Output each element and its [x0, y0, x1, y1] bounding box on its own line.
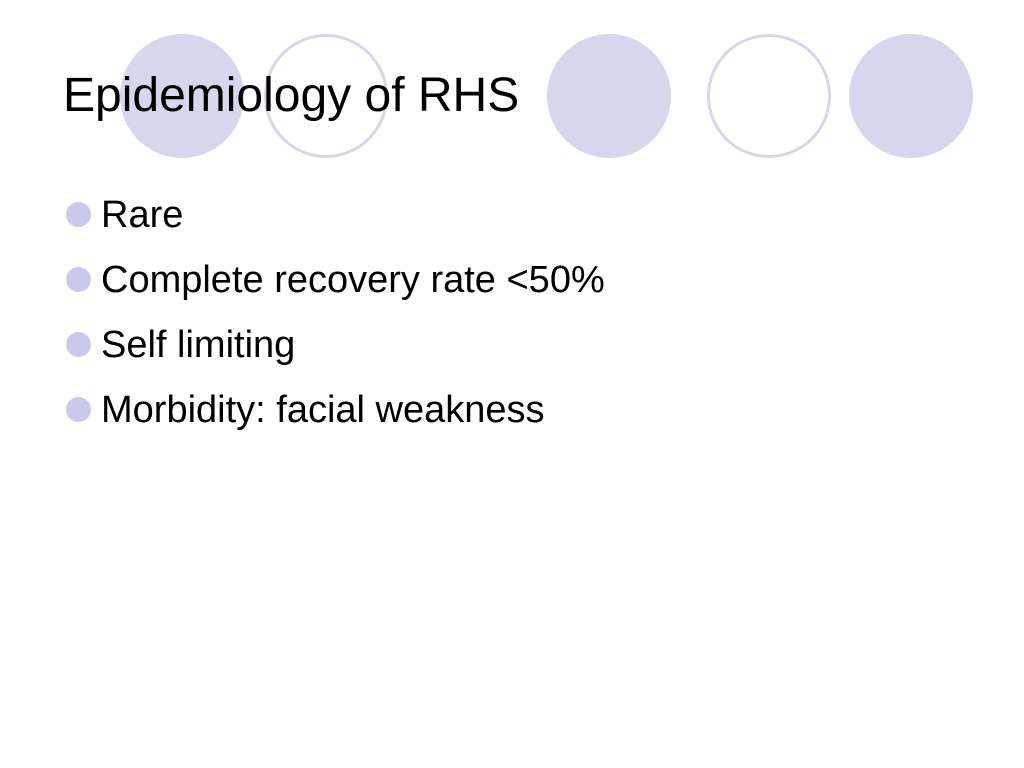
decorative-filled-circle — [547, 34, 671, 158]
slide-title: Epidemiology of RHS — [63, 69, 520, 122]
bullet-text: Self limiting — [101, 323, 296, 366]
bullet-dot-icon — [66, 397, 91, 422]
decorative-outline-circle — [707, 34, 831, 158]
bullet-text: Rare — [101, 193, 184, 236]
bullet-dot-icon — [66, 202, 91, 227]
bullet-item — [66, 318, 605, 383]
bullet-item — [66, 253, 605, 318]
bullet-item — [66, 383, 605, 448]
bullet-item — [66, 188, 605, 253]
decorative-filled-circle — [849, 34, 973, 158]
bullet-dot-icon — [66, 267, 91, 292]
bullet-text: Complete recovery rate <50% — [101, 258, 605, 301]
bullet-dot-icon — [66, 332, 91, 357]
bullet-text: Morbidity: facial weakness — [101, 388, 545, 431]
bullet-list — [66, 188, 605, 448]
